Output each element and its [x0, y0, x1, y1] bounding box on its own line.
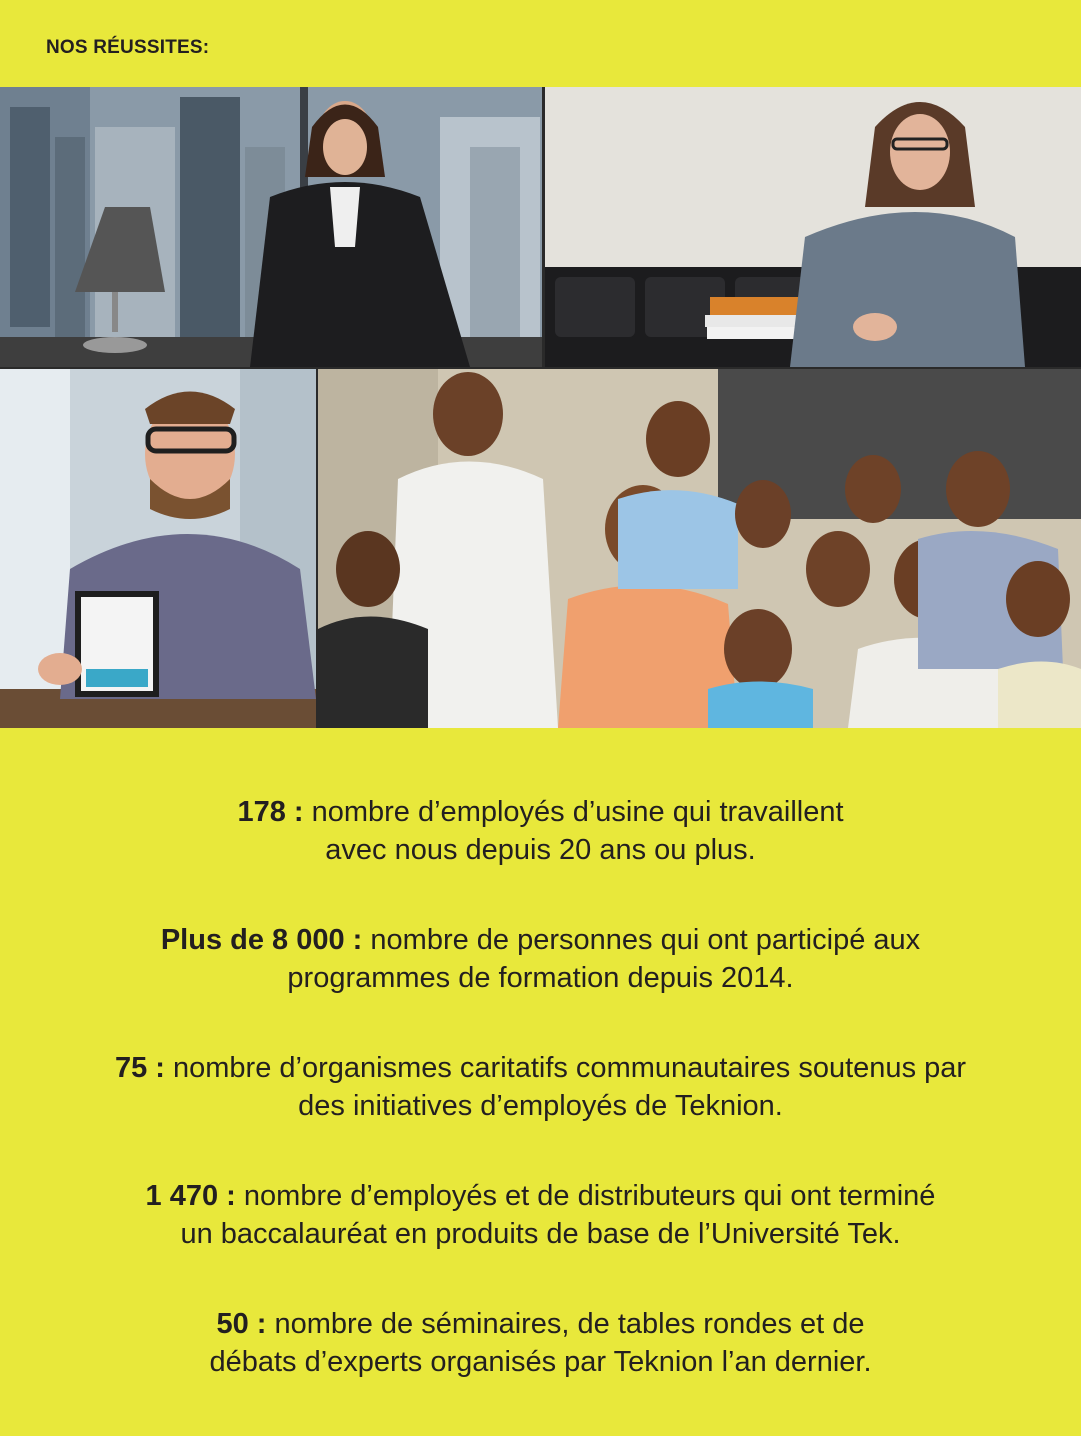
- stat-item: [0, 1305, 1081, 1395]
- photo-woman-couch: [545, 87, 1081, 367]
- stat-line-1: [0, 1177, 1081, 1215]
- stat-line-1: [0, 921, 1081, 959]
- stat-text: nombre de séminaires, de tables rondes et de: [266, 1308, 865, 1340]
- stat-item: [0, 1177, 1081, 1267]
- stat-item: [0, 793, 1081, 883]
- stat-text: nombre d’organismes caritatifs communautaires soutenus par: [164, 1052, 967, 1084]
- stat-line-1: [0, 1049, 1081, 1087]
- stat-line-1: [0, 793, 1081, 831]
- stat-line-2: programmes de formation depuis 2014.: [287, 962, 794, 994]
- photo-children-group: [318, 369, 1081, 728]
- stat-text: nombre d’employés et de distributeurs qui ont terminé: [235, 1180, 936, 1212]
- stat-number: 178 :: [237, 796, 304, 828]
- stat-line-2: un baccalauréat en produits de base de l’Université Tek.: [180, 1218, 901, 1250]
- photo-man-award: [0, 369, 316, 728]
- stat-number: Plus de 8 000 :: [160, 924, 363, 956]
- stats-list: [0, 793, 1081, 1433]
- stat-line-2: débats d’experts organisés par Teknion l’an dernier.: [209, 1346, 872, 1378]
- stat-item: [0, 921, 1081, 1011]
- stat-text: nombre d’employés d’usine qui travaillent: [303, 796, 844, 828]
- photo-woman-office: [0, 87, 542, 367]
- stat-line-1: [0, 1305, 1081, 1343]
- stat-line-2: avec nous depuis 20 ans ou plus.: [325, 834, 756, 866]
- stat-text: nombre de personnes qui ont participé aux: [362, 924, 921, 956]
- stat-number: 50 :: [216, 1308, 267, 1340]
- page-heading: NOS RÉUSSITES:: [46, 37, 210, 58]
- stat-line-2: des initiatives d’employés de Teknion.: [298, 1090, 783, 1122]
- stat-item: [0, 1049, 1081, 1139]
- stat-number: 75 :: [114, 1052, 165, 1084]
- stat-number: 1 470 :: [145, 1180, 236, 1212]
- photo-collage: [0, 87, 1081, 728]
